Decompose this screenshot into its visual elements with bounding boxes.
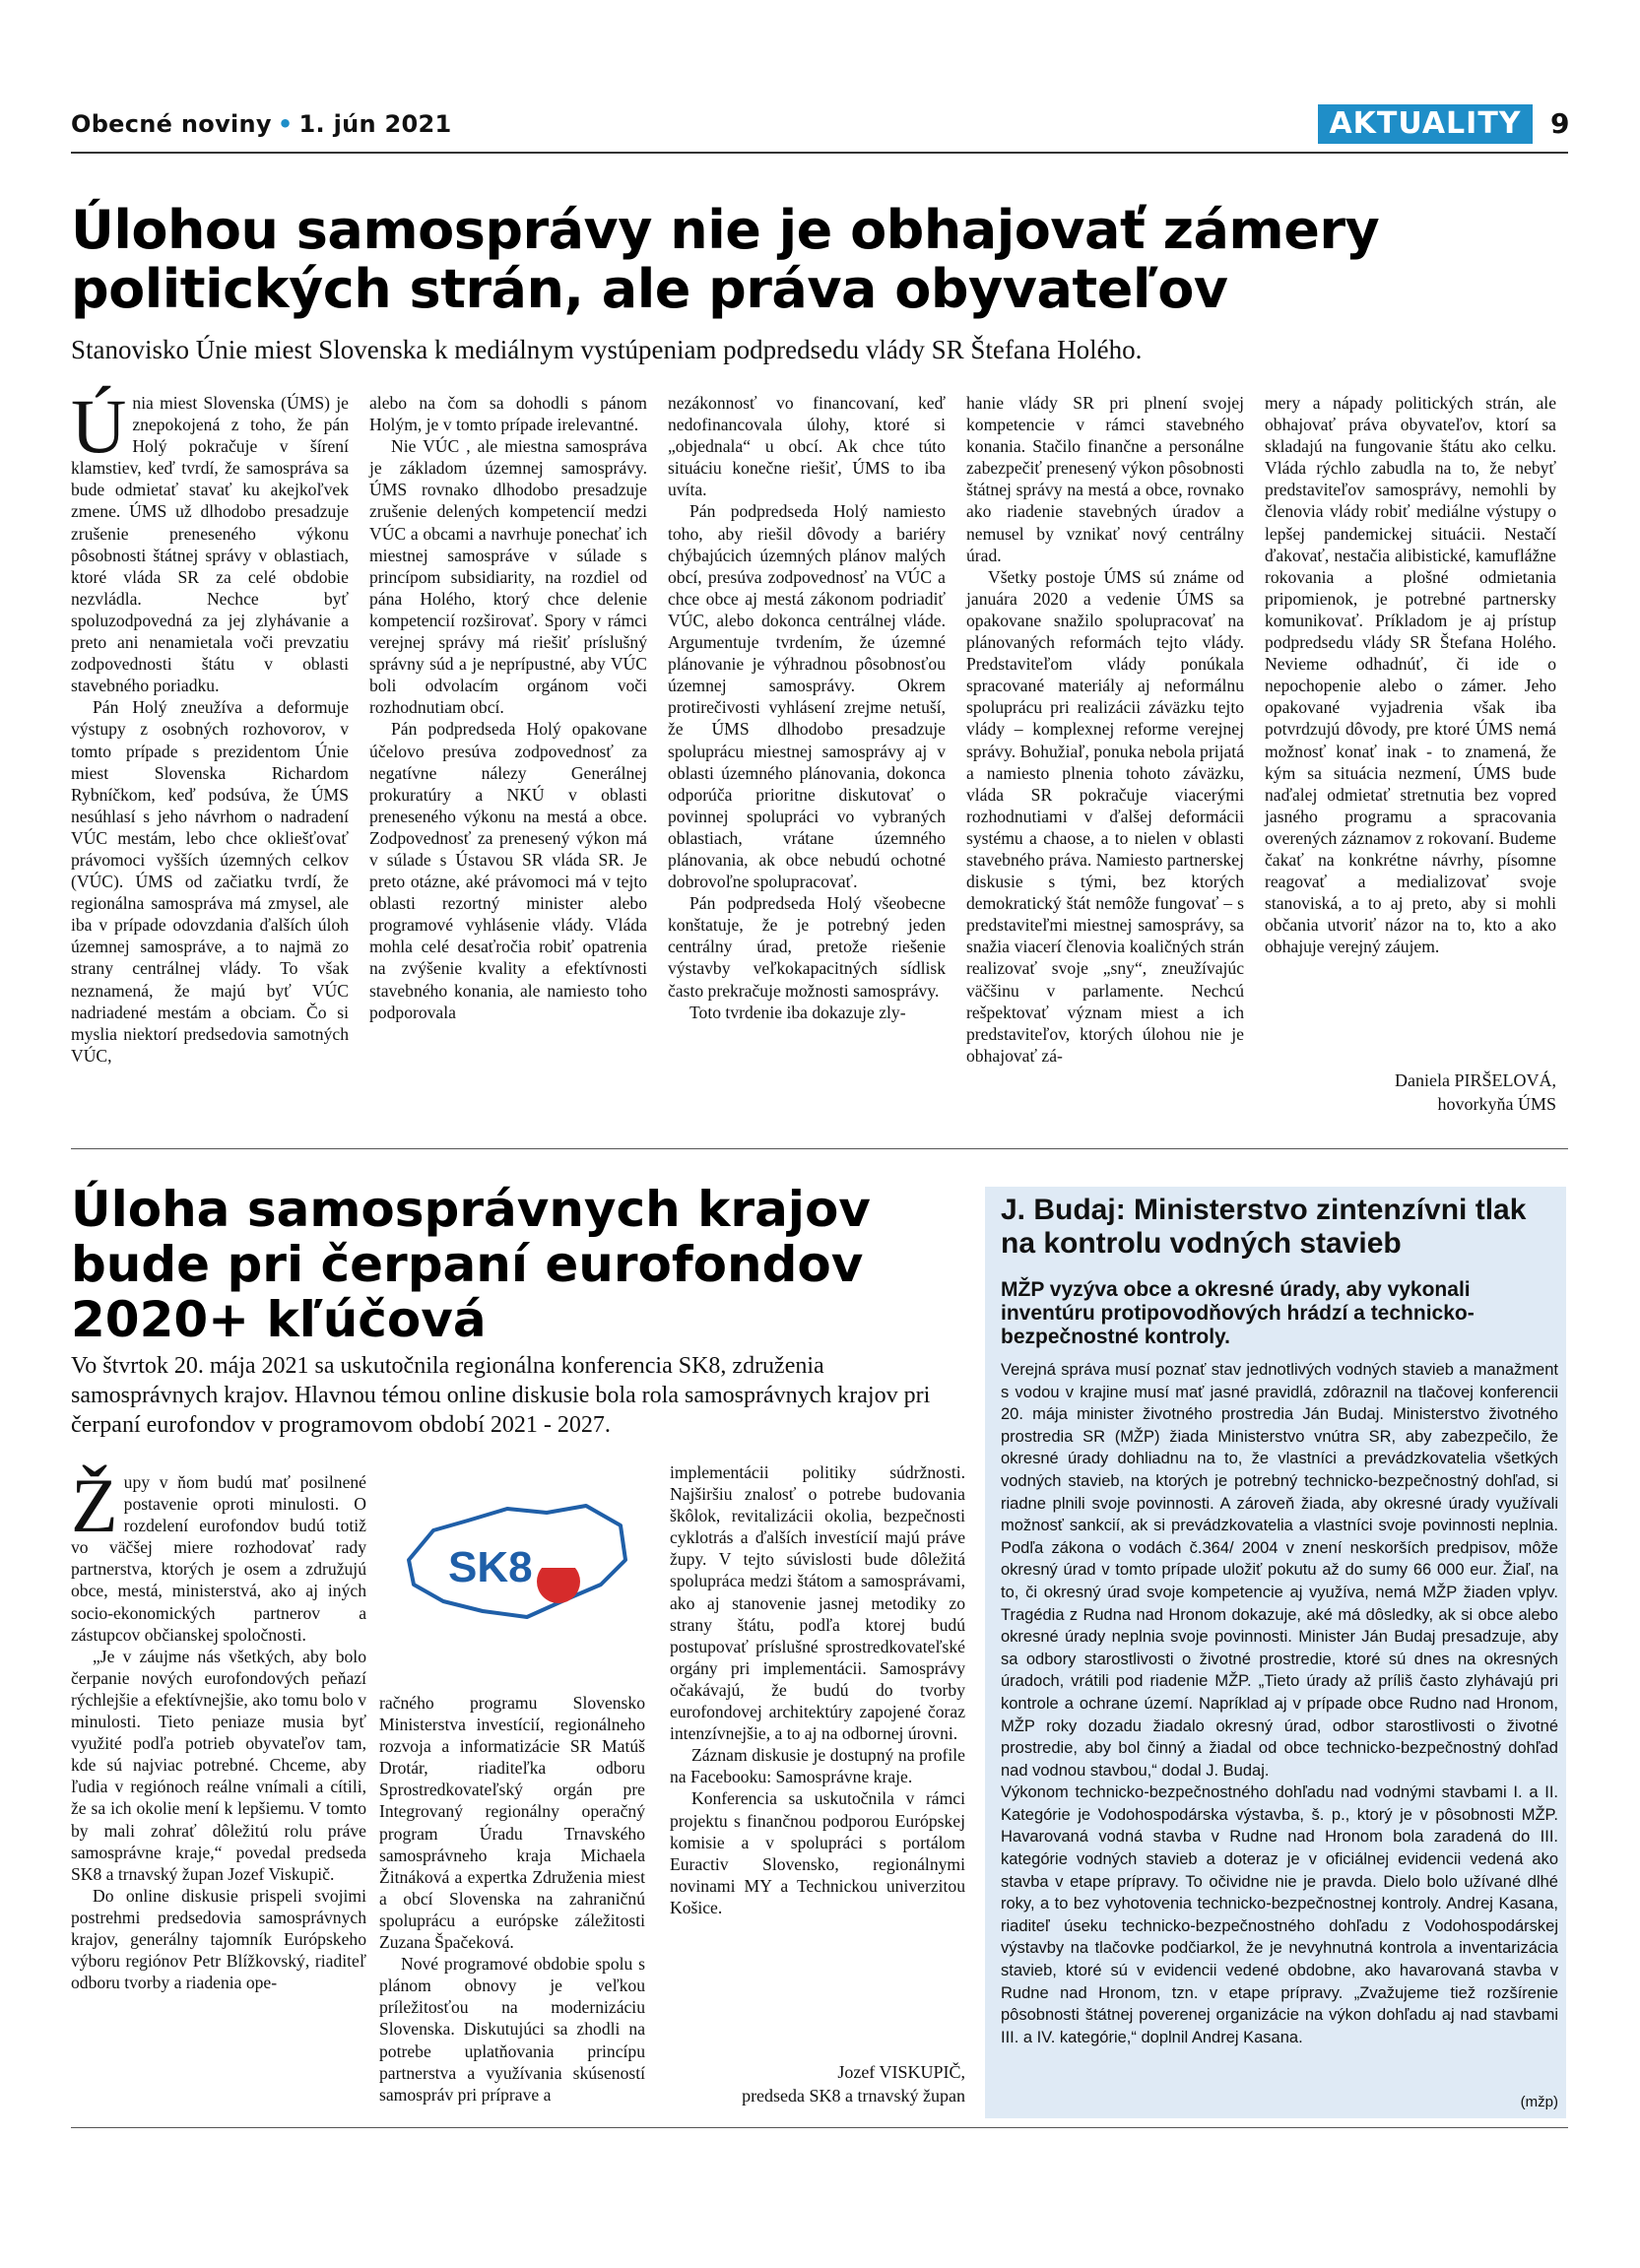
paragraph: Pán podpredseda Holý namiesto toho, aby riešil dôvody a bariéry chýbajúcich územných plánov malých obcí, presúva zodpovednosť na VÚC a chce obce aj mestá zákonom podriadiť VÚC, alebo dokonca centrálnej vláde. Argumentuje tvrdením, že územné plánovanie je výhradnou pôsobnosťou územnej samosprávy. Okrem protirečivosti vyhlásení zrejme netuší, že ÚMS dlhodobo presadzuje spoluprácu miestnej samosprávy aj v oblasti územného plánovania, dokonca odporúča prioritne diskutovať o povinnej spolupráci vo vybraných oblastiach, vrátane územného plánovania, ak obce nebudú ochotné dobrovoľne spolupracovať. (668, 501, 946, 892)
paragraph: Všetky postoje ÚMS sú známe od januára 2020 a vedenie ÚMS sa opakovane snažilo spolupracovať na plánovaných reformách tejto vlády. Predstaviteľom vlády ponúkala spracované materiály aj neformálnu spoluprácu pri realizácii záväzku tejto vlády – komplexnej reforme verejnej správy. Bohužiaľ, ponuka nebola prijatá a namiesto plnenia tohoto záväzku, vláda SR pokračuje viacerými rozhodnutiami v ďalšej deformácii systému a chaose, a to nielen v oblasti stavebného práva. Namiesto partnerskej diskusie s tými, bez ktorých demokratický štát nemôže fungovať – s predstaviteľmi miestnej samosprávy, sa snažia viacerí členovia koaličných strán realizovať svoje „sny“, zneužívajúc väčšinu v parlamente. Nechcú rešpektovať význam miest a ich predstaviteľov, ktorých úlohou nie je obhajovať zá- (966, 566, 1244, 1066)
paragraph: Verejná správa musí poznať stav jednotlivých vodných stavieb a manažment s vodou v krajine musí mať jasné pravidlá, zdôraznil na tlačovej konferencii 20. mája minister životného prostredia Ján Budaj. Ministerstvo životného prostredia SR (MŽP) žiada Ministerstvo vnútra SR, aby zabezpečilo, že okresné úrady dohliadnu na to, že vlastníci a prevádzkovatelia všetkých vodných stavieb, na ktorých je potrebný technicko-bezpečnostný dohľad, si riadne plnili svoje povinnosti. A zároveň žiada, aby okresné úrady využívali možnosť sankcií, ak si prevádzkovatelia a vlastníci svoje povinnosti neplnia. Podľa zákona o vodách č.364/ 2004 v znení neskorších predpisov, môže okresný úrad v tomto prípade uložiť pokutu až do sumy 66 000 eur. Žiaľ, na to, či okresný úrad svoje kompetencie aj využíva, nemá MŽP žiaden vplyv. Tragédia z Rudna nad Hronom dokazuje, aké má dôsledky, ak si obce alebo okresné úrady neplnia svoje povinnosti. Minister Ján Budaj presadzuje, aby sa odbory starostlivosti o životné prostredie, ktoré sú dnes na okresných úradoch, vrátili pod riadenie MŽP. „Tieto úrady až príliš často zlyhávajú pri kontrole a ochrane území. Napríklad aj v prípade obce Rudno nad Hronom, MŽP roky dozadu žiadalo okresný úrad, odbor starostlivosti o životné prostredie, aby bol činný a žiadal od obce technicko-bezpečnostný dohľad nad vodnou stavbou,“ dodal J. Budaj. (1001, 1361, 1558, 1780)
bottom-rule (71, 2127, 1568, 2128)
top-rule (71, 152, 1568, 154)
article1-column-5 (1265, 392, 1556, 957)
issue-date: 1. jún 2021 (298, 110, 452, 138)
masthead (71, 110, 452, 138)
paragraph: nia miest Slovenska (ÚMS) je znepokojená z toho, že pán Holý pokračuje v šírení klamstiev, keď tvrdí, že samospráva sa bude odmietať stavať ku akejkoľvek zmene. ÚMS už dlhodobo presadzuje zrušenie preneseného výkonu pôsobnosti štátnej správy v oblastiach, ktoré vláda SR za celé obdobie nezvládla. Nechce byť spoluzodpovedná za jej zlyhávanie a preto ani nenamietala voči prevzatiu zodpovednosti štátu v oblasti stavebného poriadku. (71, 393, 349, 696)
middle-rule (71, 1148, 1568, 1149)
paper-name: Obecné noviny (71, 110, 272, 138)
paragraph: implementácii politiky súdržnosti. Najširšiu znalosť o potrebe budovania škôlok, revitalizácii okolia, bezpečnosti cyklotrás a ďalších investícií majú práve župy. V tejto súvislosti bude dôležitá spolupráca medzi štátom a samosprávami, ako aj stanovenie jasnej metodiky zo strany štátu, podľa ktorej budú postupovať príslušné sprostredkovateľské orgány pri implementácii. Samosprávy očakávajú, že budú do tvorby eurofondovej architektúry zapojené čoraz intenzívnejšie, a to aj na odbornej úrovni. (670, 1462, 965, 1744)
sidebar-credit: (mžp) (1520, 2094, 1558, 2110)
paragraph: Nie VÚC , ale miestna samospráva je základom územnej samosprávy. ÚMS rovnako dlhodobo presadzuje zrušenie delených kompetencií medzi VÚC a obcami a navrhuje ponechať ich miestnej samospráve v súlade s princípom subsidiarity, na rozdiel od pána Holého, ktorý chce delenie kompetencií rozširovať. Spory v rámci verejnej správy má riešiť príslušný správny súd a je neprípustné, aby VÚC boli odvolacím orgánom voči rozhodnutiam obcí. (369, 436, 647, 718)
signature-name: Daniela PIRŠELOVÁ, (1395, 1070, 1556, 1090)
paragraph: hanie vlády SR pri plnení svojej kompetencie v rámci stavebného konania. Stačilo finančne a personálne zabezpečiť prenesený výkon pôsobnosti štátnej správy na mestá a obce, rovnako ako riadenie stavebných úradov a nemusel by vznikať nový centrálny úrad. (966, 393, 1244, 565)
paragraph: Výkonom technicko-bezpečnostného dohľadu nad vodnými stavbami I. a II. Kategórie je Vodohospodárska výstavba, š. p., ktorý je v pôsobnosti MŽP. Havarovaná vodná stavba v Rudne nad Hronom bola zaradená do III. kategórie vodných stavieb a doteraz je v oficiálnej evidencii vedená ako stavba v etape prípravy. To očividne nie je pravda. Dielo bolo užívané dlhé roky, a to bez vyhotovenia technicko-bezpečnostnej kontroly. Andrej Kasana, riaditeľ úseku technicko-bezpečnostného dohľadu z Vodohospodárskej výstavby na tlačovke podčiarkol, že je nevyhnutná kontrola a inventarizácia stavieb, ktoré sú v evidencii vedené obdobne, ako havarovaná stavba v Rudne nad Hronom, tzn. v etape prípravy. „Zvažujeme tiež rozšírenie pôsobnosti štátnej poverenej organizácie na výkon dohľadu aj nad stavbami III. a IV. kategórie,“ doplnil Andrej Kasana. (1001, 1783, 1558, 2046)
article2-column-3 (670, 1461, 965, 1918)
logo-text: SK8 (448, 1543, 533, 1591)
article1-signature (1265, 1069, 1556, 1116)
article1-column-1 (71, 383, 349, 1067)
paragraph: Toto tvrdenie iba dokazuje zly- (689, 1002, 906, 1022)
sidebar-body (1001, 1359, 1558, 2048)
sk8-logo (389, 1491, 635, 1639)
masthead-separator: • (277, 110, 294, 138)
sidebar-lead: MŽP vyzýva obce a okresné úrady, aby vykonali inventúru protipovodňových hrádzí a technicko-bezpečnostné kontroly. (1001, 1278, 1475, 1348)
paragraph: Pán podpredseda Holý všeobecne konštatuje, že je potrebný jeden centrálny úrad, pretože riešenie výstavby veľkokapacitných sídlisk často prekračuje možnosti samosprávy. (668, 893, 946, 1001)
article1-column-4 (966, 392, 1244, 1067)
article1-lead: Stanovisko Únie miest Slovenska k mediálnym vystúpeniam podpredsedu vlády SR Štefana Holého. (71, 335, 1143, 364)
sk8-map-icon (389, 1491, 635, 1639)
article2-dropcap: Ž (71, 1462, 118, 1548)
signature-role: hovorkyňa ÚMS (1437, 1094, 1556, 1114)
paragraph: Do online diskusie prispeli svojimi postrehmi predsedovia samosprávnych krajov, generálny tajomník Európskeho výboru regiónov Petr Blížkovský, riaditeľ odboru tvorby a riadenia ope- (71, 1885, 366, 1993)
section-label: AKTUALITY (1318, 104, 1533, 144)
paragraph: račného programu Slovensko Ministerstva investícií, regionálneho rozvoja a informatizácie SR Matúš Drotár, riaditeľka odboru Sprostredkovateľský orgán pre Integrovaný regionálny operačný program Úradu Trnavského samosprávneho kraja Michaela Žitnáková a expertka Združenia miest a obcí Slovenska na zahraničnú spoluprácu a európske záležitosti Zuzana Špačeková. (379, 1693, 645, 1953)
sidebar-title: J. Budaj: Ministerstvo zintenzívni tlak na kontrolu vodných stavieb (1001, 1194, 1527, 1260)
paragraph: Pán Holý zneužíva a deformuje výstupy z osobných rozhovorov, v tomto prípade s prezidentom Únie miest Slovenska Richardom Rybníčkom, keď podsúva, že ÚMS nesúhlasí s jeho návrhom o nadradení VÚC mestám, lebo chce okliešťovať právomoci vyšších územných celkov (VÚC). ÚMS od začiatku tvrdí, že regionálna samospráva má zmysel, ale iba v prípade odovzdania ďalších úloh územnej samospráve, a to najmä zo strany centrálnej vlády. To však neznamená, že majú byť VÚC nadriadené mestám a obciam. Čo si myslia niektorí predsedovia samotných VÚC, (71, 697, 349, 1066)
paragraph: Pán podpredseda Holý opakovane účelovo presúva zodpovednosť za negatívne nálezy Generálnej prokuratúry a NKÚ v oblasti preneseného výkonu na mestá a obce. Zodpovednosť za prenesený výkon má v súlade s Ústavou SR vláda SR. Je preto otázne, aké právomoci má v tejto oblasti rezortný minister alebo programové vyhlásenie vlády. Vláda mohla celé desaťročia robiť opatrenia na zvýšenie kvality a efektívnosti stavebného konania, ale namiesto toho podporovala (369, 719, 647, 1022)
page-number: 9 (1550, 107, 1570, 140)
article2-signature (670, 2060, 965, 2107)
paragraph: Nové programové obdobie spolu s plánom obnovy je veľkou príležitosťou na modernizáciu Slovenska. Diskutujúci sa zhodli na potrebe uplatňovania princípu partnerstva a využívania skúseností samospráv pri príprave a (379, 1954, 645, 2105)
article1-headline: Úlohou samosprávy nie je obhajovať zámery politických strán, ale práva obyvateľov (71, 199, 1380, 320)
paragraph: Konferencia sa uskutočnila v rámci projektu s finančnou podporou Európskej komisie a v spolupráci s portálom Euractiv Slovensko, regionálnymi novinami MY a Technickou univerzitou Košice. (670, 1788, 965, 1917)
signature-role: predseda SK8 a trnavský župan (742, 2086, 965, 2106)
article2-headline: Úloha samosprávnych krajov bude pri čerpaní eurofondov 2020+ kľúčová (71, 1181, 871, 1348)
paragraph: upy v ňom budú mať posilnené postavenie oproti minulosti. O rozdelení eurofondov budú totiž vo väčšej miere rozhodovať rady partnerstva, ktorých je osem a združujú obce, mestá, ministerstvá, ako aj iných socio-ekonomických partnerov a zástupcov občianskej spoločnosti. (71, 1472, 366, 1645)
article2-lead: Vo štvrtok 20. mája 2021 sa uskutočnila regionálna konferencia SK8, združenia samosprávnych krajov. Hlavnou témou online diskusie bola rola samosprávnych krajov pri čerpaní eurofondov v programovom období 2021 - 2027. (71, 1353, 931, 1438)
article1-dropcap: Ú (71, 383, 127, 469)
signature-name: Jozef VISKUPIČ, (837, 2062, 965, 2082)
paragraph: mery a nápady politických strán, ale obhajovať práva obyvateľov, ktorí sa skladajú na fungovanie štátu ako celku. Vláda rýchlo zabudla na to, že nebyť predstaviteľov samosprávy, nemohli by členovia vlády robiť mediálne výstupy o lepšej pandemickej situácii. Nestačí ďakovať, nestačia alibistické, kamuflážne rokovania a plošné odmietania pripomienok, je potrebné partnersky komunikovať. Príkladom je aj prístup podpredsedu vlády SR Štefana Holého. Nevieme odhadnúť, či ide o nepochopenie alebo o zámer. Jeho opakované vyjadrenia však iba potvrdzujú dôvody, pre ktoré ÚMS nemá možnosť konať inak - to znamená, že kým sa situácia nezmení, ÚMS bude naďalej odmietať stretnutia bez vopred jasného programu a spracovania overených záznamov z rokovaní. Budeme čakať na konkrétne návrhy, písomne reagovať a medializovať svoje stanoviská, a to aj preto, aby si mohli občania utvoriť názor na to, kto a ako obhajuje verejný záujem. (1265, 393, 1556, 957)
paragraph: alebo na čom sa dohodli s pánom Holým, je v tomto prípade irelevantné. (369, 393, 647, 435)
paragraph: „Je v záujme nás všetkých, aby bolo čerpanie nových eurofondových peňazí rýchlejšie a efektívnejšie, ako tomu bolo v minulosti. Tieto peniaze musia byť využité podľa potrieb obyvateľov tam, kde sú najviac potrebné. Chceme, aby ľudia v regiónoch reálne vnímali a cítili, že sa ich okolie mení k lepšiemu. V tomto by mali zohrať dôležitú rolu práve samosprávne kraje,“ povedal predseda SK8 a trnavský župan Jozef Viskupič. (71, 1646, 366, 1884)
paragraph: nezákonnosť vo financovaní, keď nedofinancovala úlohy, ktoré si „objednala“ u obcí. Ak chce túto situáciu konečne riešiť, ÚMS to iba uvíta. (668, 393, 946, 500)
article2-column-2 (379, 1692, 645, 2106)
article2-column-1 (71, 1462, 366, 1993)
paragraph: Záznam diskusie je dostupný na profile na Facebooku: Samosprávne kraje. (670, 1745, 965, 1787)
article1-column-2 (369, 392, 647, 1023)
article1-column-3 (668, 392, 946, 1023)
